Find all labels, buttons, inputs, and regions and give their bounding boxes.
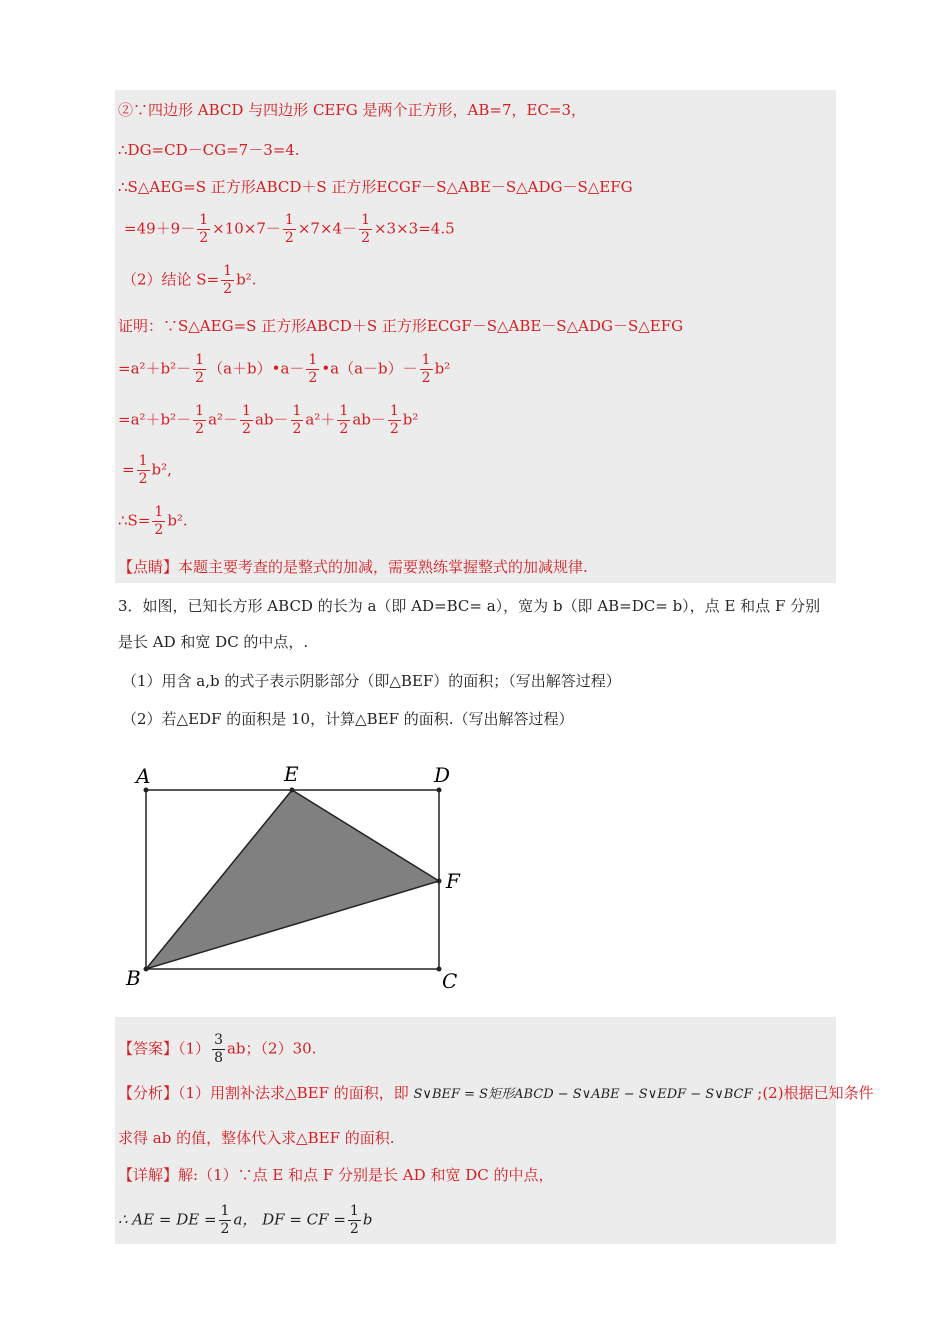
solution-line-4 <box>124 212 455 247</box>
solution-line-3: ∴S△AEG=S 正方形ABCD＋S 正方形ECGF－S△ABE－S△ADG－S△EFG <box>118 178 633 196</box>
label-d: D <box>434 763 451 787</box>
point-a <box>144 788 149 793</box>
detail-text: 解:（1）∵点 E 和点 F 分别是长 AD 和宽 DC 的中点， <box>178 1166 554 1184</box>
analysis-formula: S∨BEF = S矩形ABCD − S∨ABE − S∨EDF − S∨BCF <box>413 1087 753 1102</box>
solution-line-9 <box>122 453 172 488</box>
expr-part: ab－ <box>254 410 289 429</box>
expr-part: ∴S= <box>118 511 151 530</box>
expr-part: b² <box>402 410 419 429</box>
detail-expr: b <box>362 1210 373 1229</box>
fraction-half: $\frac{1}{2}$ <box>138 453 148 487</box>
analysis-line-2: 求得 ab 的值，整体代入求△BEF 的面积. <box>118 1129 395 1147</box>
question-3-line-2: 是长 AD 和宽 DC 的中点，. <box>118 633 309 651</box>
solution-line-10 <box>118 504 188 539</box>
detail-expr: a， DF = CF = <box>233 1210 346 1229</box>
expr-part: （a＋b）•a－ <box>208 359 305 378</box>
expr-part: b². <box>167 511 188 530</box>
point-c <box>437 967 442 972</box>
expr-part: b². <box>236 270 257 289</box>
label-e: E <box>284 762 299 786</box>
expr-part: = <box>122 460 135 479</box>
answer-line <box>118 1032 316 1067</box>
fraction-half: $\frac{1}{2}$ <box>154 504 164 538</box>
fraction-half: $\frac{1}{2}$ <box>308 352 318 386</box>
expr-part: ×10×7－ <box>212 219 281 238</box>
expr-part: ab－ <box>352 410 386 429</box>
fraction-half: $\frac{1}{2}$ <box>284 212 294 246</box>
fraction-half: $\frac{1}{2}$ <box>199 212 209 246</box>
fraction-half: $\frac{1}{2}$ <box>389 403 399 437</box>
answer-tail: ab；（2）30. <box>226 1039 317 1058</box>
fraction-half: $\frac{1}{2}$ <box>242 403 251 437</box>
fraction-half: $\frac{1}{2}$ <box>195 352 205 386</box>
expr-part: b² <box>434 359 451 378</box>
fraction-half: $\frac{1}{2}$ <box>339 403 349 437</box>
expr-part: =49＋9－ <box>124 219 196 238</box>
detail-line-2 <box>118 1203 372 1238</box>
shaded-triangle-bef <box>146 790 439 969</box>
point-b <box>144 967 149 972</box>
label-f: F <box>446 869 460 893</box>
fraction-half: $\frac{1}{2}$ <box>361 212 370 246</box>
detail-expr: ∴ AE = DE = <box>118 1210 217 1229</box>
expr-part: =a²＋b²－ <box>118 410 192 429</box>
solution-line-8 <box>118 403 418 438</box>
analysis-text: （1）用割补法求△BEF 的面积，即 <box>178 1084 409 1102</box>
solution-line-1: ②∵四边形 ABCD 与四边形 CEFG 是两个正方形，AB=7，EC=3， <box>118 101 587 119</box>
expr-part: =a²＋b²－ <box>118 359 192 378</box>
solution-line-2: ∴DG=CD－CG=7－3=4. <box>118 141 300 159</box>
note-line: 【点睛】本题主要考查的是整式的加减，需要熟练掌握整式的加减规律. <box>118 558 588 576</box>
expr-part: b², <box>151 460 172 479</box>
expr-part: ×7×4－ <box>297 219 358 238</box>
detail-line-1 <box>118 1165 553 1185</box>
question-3-line-1: 3．如图，已知长方形 ABCD 的长为 a（即 AD=BC= a），宽为 b（即 AB=DC= b），点 E 和点 F 分别 <box>118 597 821 615</box>
solution-line-5 <box>122 263 256 298</box>
point-d <box>437 788 442 793</box>
answer-part-1-label: （1） <box>178 1039 211 1058</box>
fraction-half: $\frac{1}{2}$ <box>421 352 431 386</box>
fraction-half: $\frac{1}{2}$ <box>292 403 302 437</box>
label-c: C <box>442 969 458 993</box>
expr-part: a²＋ <box>305 410 336 429</box>
rectangle-figure <box>110 755 480 995</box>
point-f <box>437 879 442 884</box>
label-b: B <box>126 966 141 990</box>
detail-tag: 【详解】 <box>118 1166 179 1184</box>
fraction-three-eighths: $\frac{3}{8}$ <box>214 1032 223 1066</box>
expr-part: •a（a－b）－ <box>321 359 418 378</box>
expr-part: ×3×3=4.5 <box>373 219 455 238</box>
fraction-half: $\frac{1}{2}$ <box>220 1203 230 1237</box>
solution-block-top <box>115 90 836 583</box>
analysis-tag: 【分析】 <box>118 1084 179 1102</box>
label-a: A <box>136 764 151 788</box>
expr-part: a²－ <box>208 410 239 429</box>
fraction-half: $\frac{1}{2}$ <box>195 403 205 437</box>
question-3-part-2: （2）若△EDF 的面积是 10，计算△BEF 的面积.（写出解答过程） <box>122 710 574 728</box>
question-3-part-1: （1）用含 a,b 的式子表示阴影部分（即△BEF）的面积；（写出解答过程） <box>122 672 621 690</box>
solution-line-6: 证明：∵S△AEG=S 正方形ABCD＋S 正方形ECGF－S△ABE－S△ADG－S△EFG <box>118 317 684 335</box>
analysis-line-1 <box>118 1083 874 1105</box>
point-e <box>290 788 295 793</box>
solution-line-7 <box>118 352 450 387</box>
fraction-half: $\frac{1}{2}$ <box>223 263 233 297</box>
fraction-half: $\frac{1}{2}$ <box>349 1203 359 1237</box>
analysis-text-2: ;(2)根据已知条件 <box>757 1084 874 1102</box>
answer-tag: 【答案】 <box>118 1039 179 1058</box>
expr-part: （2）结论 S= <box>122 270 220 289</box>
